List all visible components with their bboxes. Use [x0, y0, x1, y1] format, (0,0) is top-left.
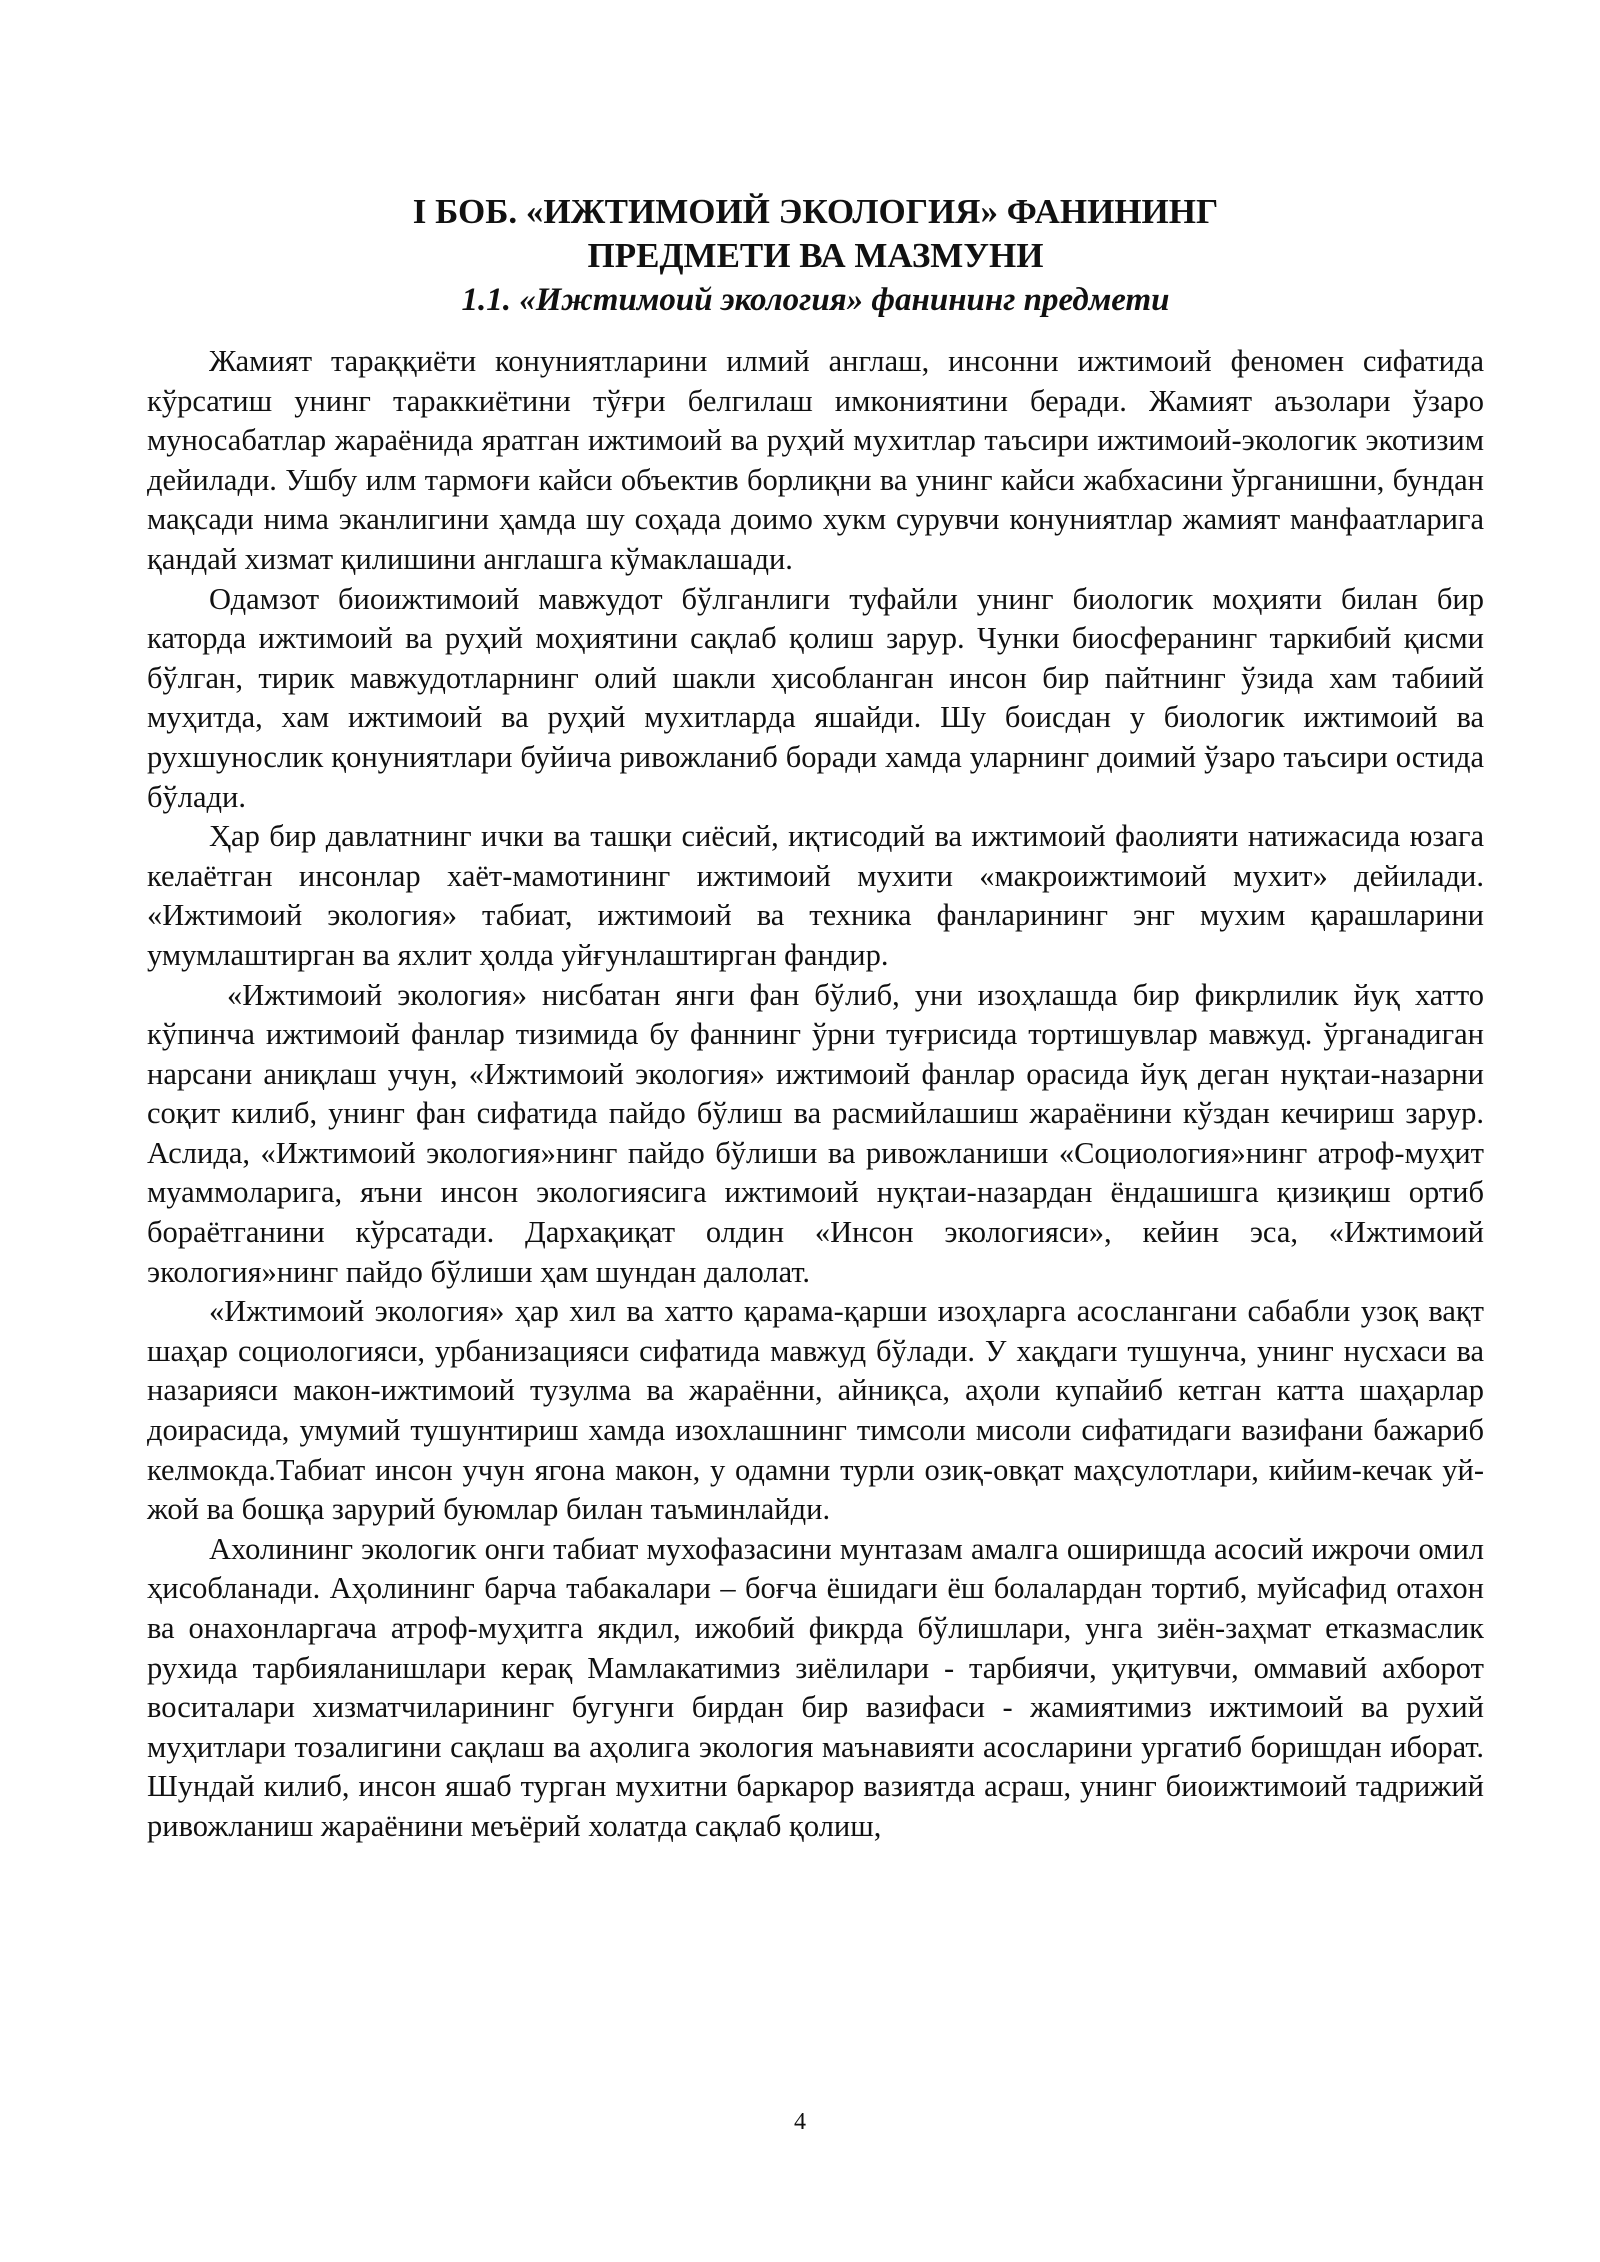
paragraph-3: Ҳар бир давлатнинг ички ва ташқи сиёсий, иқтисодий ва ижтимоий фаолияти натижасида юзага келаётган инсонлар хаёт-мамотининг ижтимоий мухити «макроижтимоий мухит» дейилади. «Ижтимоий экология» табиат, ижтимоий ва техника фанларининг энг мухим қарашларини умумлаштирган ва яхлит ҳолда уйғунлаштирган фандир. [147, 819, 1484, 972]
chapter-title-line-2: ПРЕДМЕТИ ВА МАЗМУНИ [587, 236, 1044, 275]
paragraph-5: «Ижтимоий экология» ҳар хил ва хатто қарама-қарши изоҳларга асослангани сабабли узоқ вақт шаҳар социологияси, урбанизацияси сифатида мавжуд бўлади. У хақдаги тушунча, унинг нусхаси ва назарияси макон-ижтимоий тузулма ва жараённи, айниқса, аҳоли купайиб кетган катта шаҳарлар доирасида, умумий тушунтириш хамда изохлашнинг тимсоли мисоли сифатидаги вазифани бажариб келмокда.Табиат инсон учун ягона макон, у одамни турли озиқ-овқат маҳсулотлари, кийим-кечак уй-жой ва бошқа зарурий буюмлар билан таъминлайди. [147, 1294, 1484, 1527]
paragraph-6: Ахолининг экологик онги табиат мухофазасини мунтазам амалга оширишда асосий ижрочи омил ҳисобланади. Аҳолининг барча табакалари – боғча ёшидаги ёш болалардан тортиб, муйсафид отахон ва онахонларгача атроф-муҳитга якдил, ижобий фикрда бўлишлари, унга зиён-заҳмат етказмаслик рухида тарбияланишлари керақ Мамлакатимиз зиёлилари - тарбиячи, уқитувчи, оммавий ахборот воситалари хизматчиларининг бугунги бирдан бир вазифаси - жамиятимиз ижтимоий ва рухий муҳитлари тозалигини сақлаш ва аҳолига экология маънавияти асосларини ургатиб боришдан иборат. Шундай килиб, инсон яшаб турган мухитни баркарор вазиятда асраш, унинг биоижтимоий тадрижий ривожланиш жараёнини меъёрий холатда сақлаб қолиш, [147, 1531, 1484, 1843]
chapter-title-line-1: I БОБ. «ИЖТИМОИЙ ЭКОЛОГИЯ» ФАНИНИНГ [412, 192, 1219, 231]
paragraph-1: Жамият тараққиёти конуниятларини илмий англаш, инсонни ижтимоий феномен сифатида кўрсатиш унинг тараккиётини тўғри белгилаш имкониятини беради. Жамият аъзолари ўзаро муносабатлар жараёнида яратган ижтимоий ва руҳий мухитлар таъсири ижтимоий-экологик экотизим дейилади. Ушбу илм тармоғи кайси объектив борлиқни ва унинг кайси жабхасини ўрганишни, бундан мақсади нима эканлигини ҳамда шу соҳада доимо хукм сурувчи конуниятлар жамият манфаатларига қандай хизмат қилишини англашга кўмаклашади. [147, 344, 1484, 576]
section-title: 1.1. «Ижтимоий экология» фанининг предмети [461, 282, 1170, 318]
paragraph-2: Одамзот биоижтимоий мавжудот бўлганлиги туфайли унинг биологик моҳияти билан бир каторда ижтимоий ва руҳий моҳиятини сақлаб қолиш зарур. Чунки биосфеpанинг таркибий қисми бўлган, тирик мавжудотларнинг олий шакли ҳисобланган инсон бир пайтнинг ўзида хам табиий муҳитда, хам ижтимоий ва руҳий мухитларда яшайди. Шу боисдан у биологик ижтимоий ва рухшунослик қонуниятлари буйича ривожланиб боради хамда уларнинг доимий ўзаро таъсири остида бўлади. [147, 581, 1484, 814]
page-number: 4 [794, 2109, 806, 2135]
document-page [147, 190, 1484, 1847]
paragraph-4: «Ижтимоий экология» нисбатан янги фан бўлиб, уни изоҳлашда бир фикрлилик йуқ хатто кўпинча ижтимоий фанлар тизимида бу фаннинг ўрни туғрисида тортишувлар мавжуд. ўрганадиган нарсани аниқлаш учун, «Ижтимоий экология» ижтимоий фанлар орасида йуқ деган нуқтаи-назарни соқит килиб, унинг фан сифатида пайдо бўлиш ва расмийлашиш жараёнини кўздан кечириш зарур. Аслида, «Ижтимоий экология»нинг пайдо бўлиши ва ривожланиши «Социология»нинг атроф-муҳит муаммоларига, яъни инсон экологиясига ижтимоий нуқтаи-назардан ёндашишга қизиқиш ортиб бораётганини кўрсатади. Дархақиқат олдин «Инсон экологияси», кейин эса, «Ижтимоий экология»нинг пайдо бўлиши ҳам шундан далолат. [147, 977, 1484, 1289]
